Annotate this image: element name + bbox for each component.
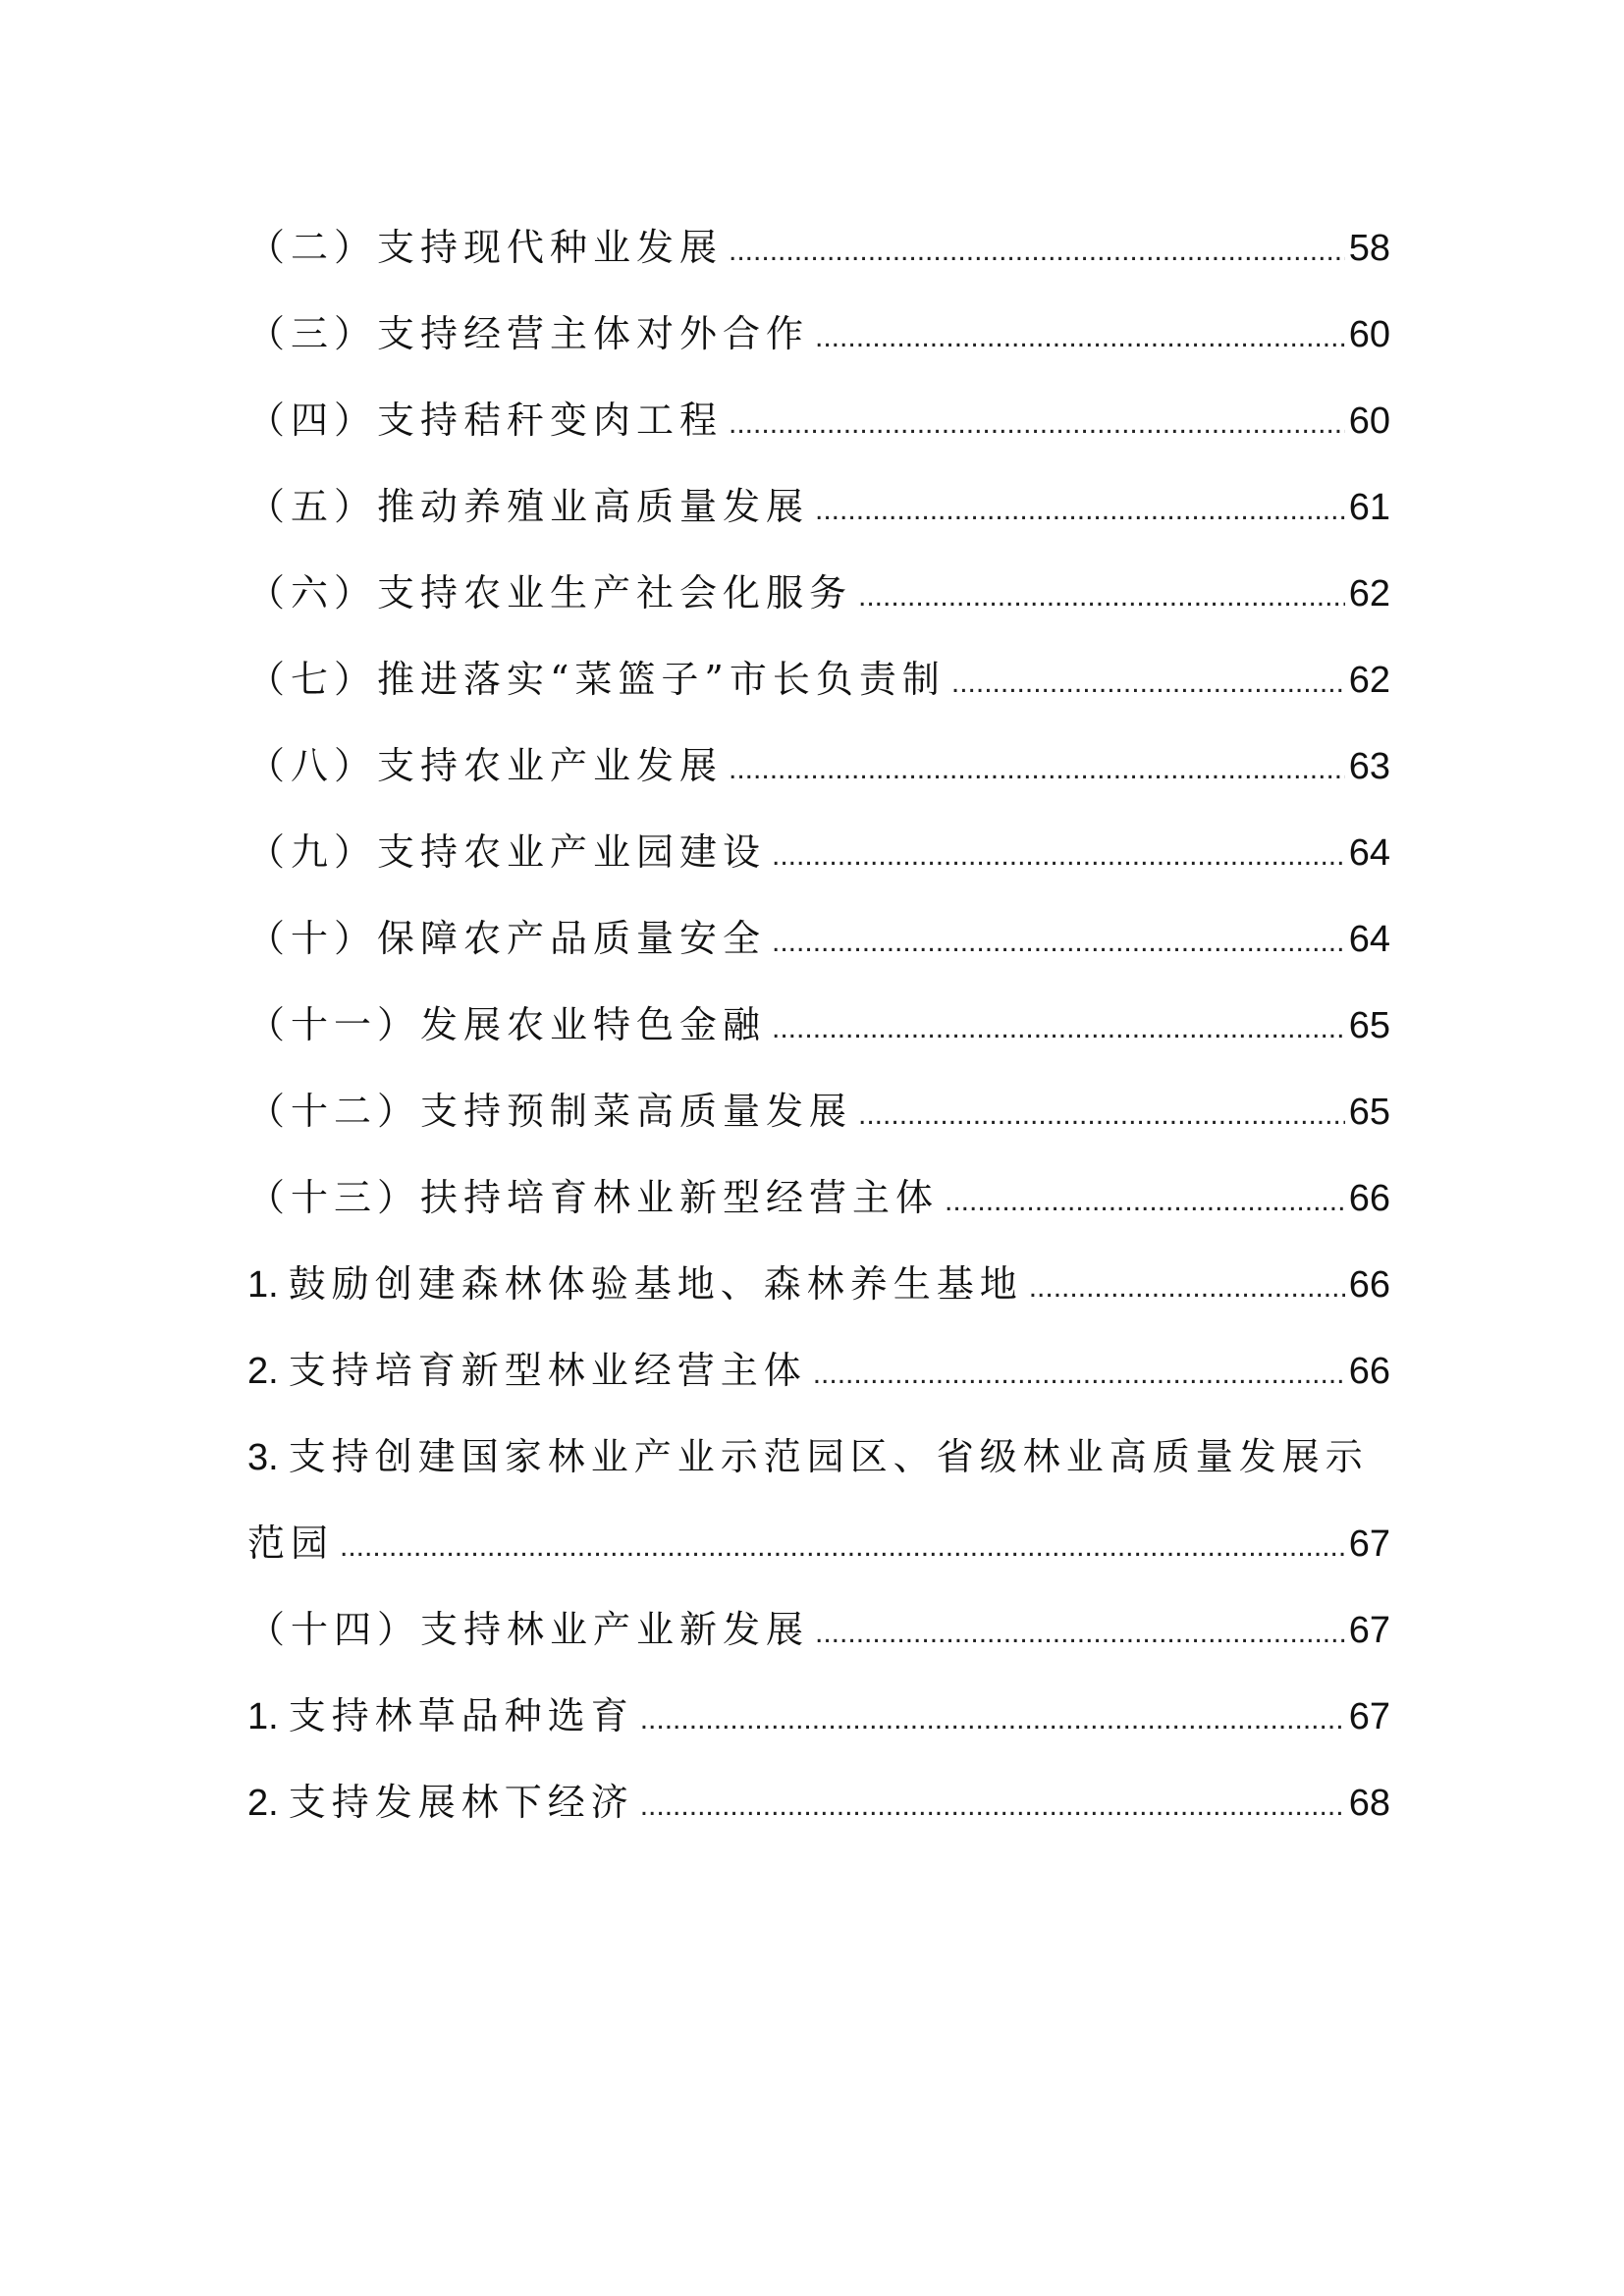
toc-entry[interactable] [247, 204, 1390, 291]
toc-entry-title: （十四）支持林业产业新发展 [247, 1608, 810, 1651]
toc-page-number: 60 [1348, 400, 1390, 442]
dot-leader [340, 1504, 1345, 1590]
toc-entry-title: （二）支持现代种业发展 [247, 226, 724, 269]
toc-page-number: 66 [1348, 1178, 1390, 1219]
toc-entry[interactable] [247, 895, 1390, 982]
toc-entry-title: 支持林草品种选育 [288, 1694, 634, 1737]
dot-leader [815, 1590, 1345, 1677]
toc-entry-title: （五）推动养殖业高质量发展 [247, 485, 810, 528]
toc-entry[interactable] [247, 982, 1390, 1068]
toc-page-number: 63 [1348, 746, 1390, 787]
toc-entry-title-continued: 范园 [247, 1522, 335, 1565]
toc-entry-first-line [247, 1414, 1390, 1500]
toc-page-number: 60 [1348, 314, 1390, 355]
toc-entry-number: 1. [247, 1696, 279, 1737]
toc-entry[interactable] [247, 1068, 1390, 1154]
toc-page-number: 61 [1348, 487, 1390, 528]
toc-entry[interactable] [247, 463, 1390, 550]
dot-leader [772, 986, 1345, 1072]
toc-entry[interactable] [247, 291, 1390, 377]
dot-leader [858, 554, 1345, 640]
toc-entry-second-line [247, 1500, 1390, 1586]
dot-leader [729, 726, 1345, 813]
toc-page-number: 67 [1348, 1610, 1390, 1651]
toc-entry-title: （十）保障农产品质量安全 [247, 917, 767, 960]
toc-entry[interactable] [247, 1586, 1390, 1673]
toc-entry-title: （七）推进落实“菜篮子”市长负责制 [247, 658, 946, 701]
toc-entry[interactable] [247, 1673, 1390, 1759]
toc-entry[interactable] [247, 809, 1390, 895]
toc-entry-number: 1. [247, 1264, 279, 1306]
toc-page-number: 64 [1348, 919, 1390, 960]
toc-entry-number: 2. [247, 1351, 279, 1392]
toc-entry-title: 支持培育新型林业经营主体 [288, 1349, 807, 1392]
toc-page-number: 65 [1348, 1005, 1390, 1046]
toc-entry-title: （十二）支持预制菜高质量发展 [247, 1090, 853, 1133]
toc-page-number: 62 [1348, 660, 1390, 701]
toc-entry[interactable] [247, 1241, 1390, 1327]
toc-entry[interactable] [247, 1327, 1390, 1414]
dot-leader [813, 1331, 1345, 1417]
toc-entry[interactable] [247, 1759, 1390, 1845]
toc-entry-title: （十三）扶持培育林业新型经营主体 [247, 1176, 940, 1219]
toc-entry-title: （六）支持农业生产社会化服务 [247, 571, 853, 614]
toc-page-number: 67 [1348, 1696, 1390, 1737]
dot-leader [815, 467, 1345, 554]
dot-leader [945, 1158, 1345, 1245]
toc-entry-title: （三）支持经营主体对外合作 [247, 312, 810, 355]
toc-page-number: 65 [1348, 1092, 1390, 1133]
dot-leader [815, 294, 1345, 381]
toc-entry-title: 支持创建国家林业产业示范园区、省级林业高质量发展示 [288, 1435, 1369, 1478]
toc-entry[interactable] [247, 1154, 1390, 1241]
toc-entry-title: 支持发展林下经济 [288, 1781, 634, 1824]
toc-page-number: 66 [1348, 1351, 1390, 1392]
toc-page-number: 64 [1348, 832, 1390, 874]
toc-entry-title: （四）支持秸秆变肉工程 [247, 399, 724, 442]
dot-leader [772, 813, 1345, 899]
dot-leader [951, 640, 1345, 726]
toc-entry[interactable] [247, 722, 1390, 809]
toc-page-number: 68 [1348, 1783, 1390, 1824]
table-of-contents [247, 204, 1390, 1845]
toc-page-number: 66 [1348, 1264, 1390, 1306]
toc-entry[interactable] [247, 1414, 1390, 1586]
toc-entry-title: （九）支持农业产业园建设 [247, 830, 767, 874]
toc-entry-number: 2. [247, 1783, 279, 1824]
dot-leader [729, 381, 1345, 467]
dot-leader [1029, 1245, 1345, 1331]
toc-page-number: 62 [1348, 573, 1390, 614]
dot-leader [640, 1763, 1345, 1849]
toc-entry-number: 3. [247, 1437, 279, 1478]
toc-entry-title: 鼓励创建森林体验基地、森林养生基地 [288, 1262, 1023, 1306]
toc-entry-title: （八）支持农业产业发展 [247, 744, 724, 787]
toc-entry-title: （十一）发展农业特色金融 [247, 1003, 767, 1046]
toc-entry[interactable] [247, 377, 1390, 463]
dot-leader [729, 208, 1345, 294]
toc-entry[interactable] [247, 550, 1390, 636]
toc-page-number: 58 [1348, 228, 1390, 269]
toc-page-number: 67 [1348, 1523, 1390, 1565]
toc-entry[interactable] [247, 636, 1390, 722]
dot-leader [858, 1072, 1345, 1158]
dot-leader [640, 1677, 1345, 1763]
dot-leader [772, 899, 1345, 986]
